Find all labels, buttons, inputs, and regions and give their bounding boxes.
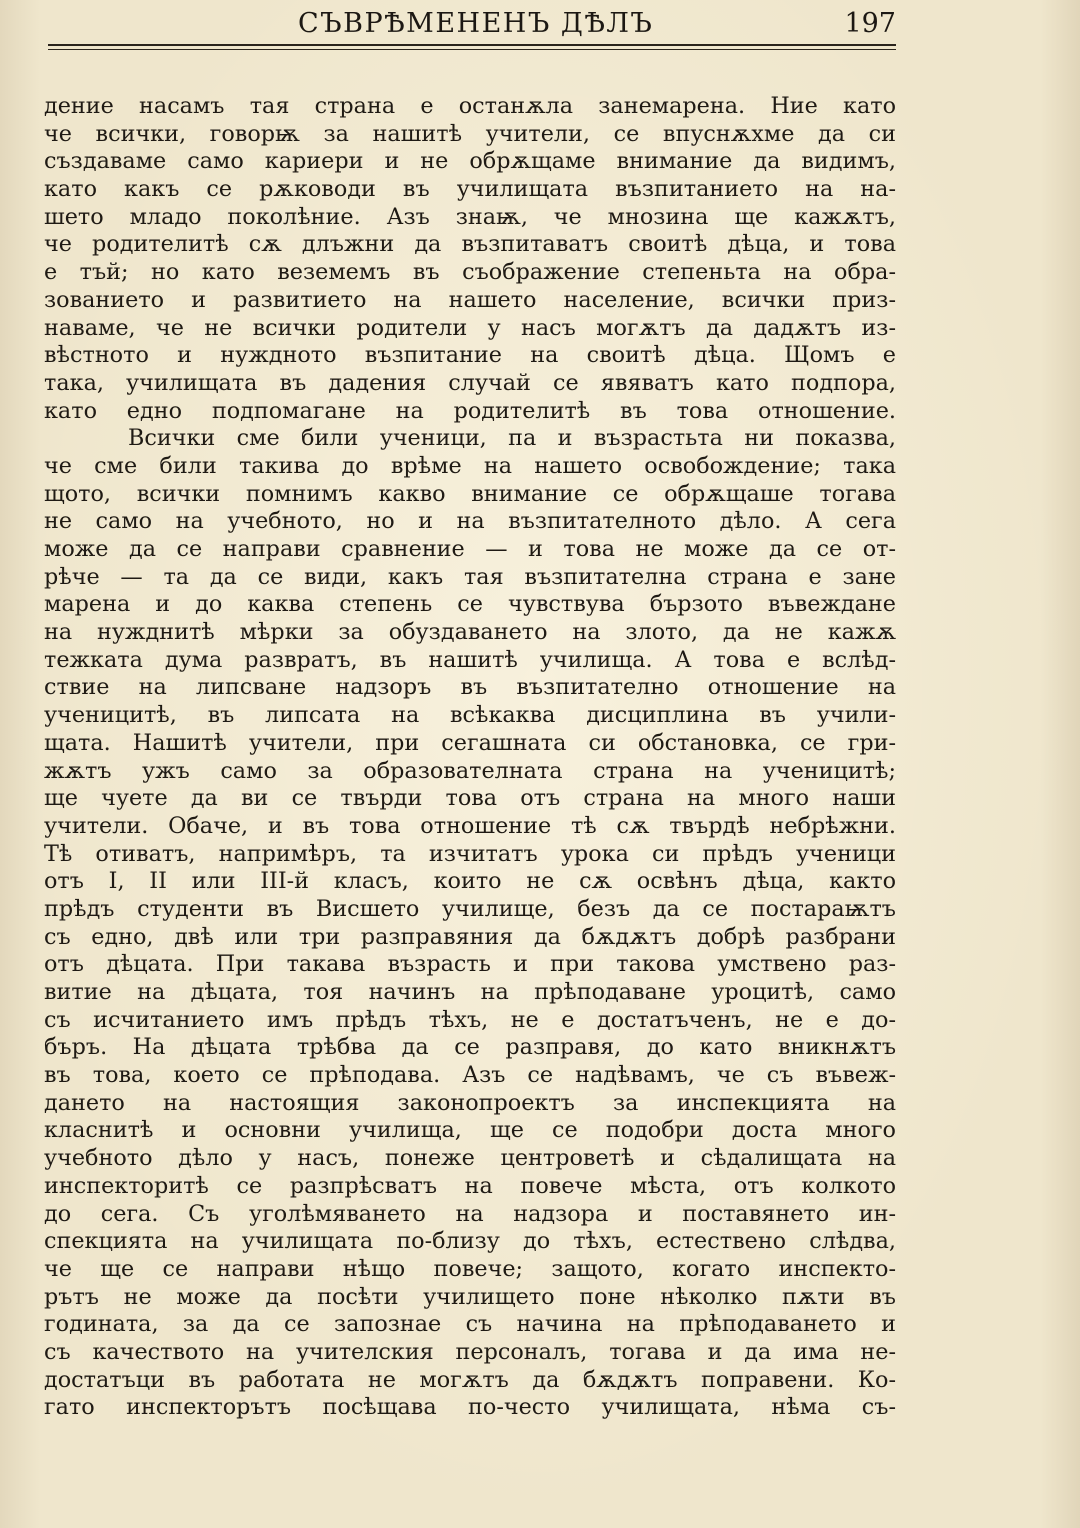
text-line: инспекторитѣ се разпрѣсватъ на повече мѣста, отъ колкото	[44, 1172, 896, 1199]
section-title: СЪВРѢМЕНЕНЪ ДѢЛЪ	[298, 8, 654, 39]
text-line: Тѣ отиватъ, напримѣръ, та изчитатъ урока си прѣдъ ученици	[44, 840, 896, 867]
text-line: че ще се направи нѣщо повече; защото, когато инспекто-	[44, 1255, 896, 1282]
text-line: наваме, че не всички родители у насъ могѫтъ да дадѫтъ из-	[44, 314, 896, 341]
text-line: така, училищата въ дадения случай се явяватъ като подпора,	[44, 369, 896, 396]
text-line: дение насамъ тая страна е останѫла занемарена. Ние като	[44, 93, 896, 119]
text-line: ученицитѣ, въ липсата на всѣкаква дисциплина въ учили-	[44, 702, 896, 729]
text-line: годината, за да се запознае съ начина на прѣподаването и	[44, 1311, 896, 1338]
body-text	[44, 93, 896, 1422]
text-line: учители. Обаче, и въ това отношение тѣ сѫ твърдѣ небрѣжни.	[44, 812, 896, 839]
page-number: 197	[844, 8, 896, 39]
text-line: шето младо поколѣние. Азъ знаѭ, че мнозина ще кажѫтъ,	[44, 203, 896, 230]
text-line: съ едно, двѣ или три разправяния да бѫдѫтъ добрѣ разбрани	[44, 923, 896, 950]
paragraph-first-line: Всички сме били ученици, па и възрастьта ни показва,	[128, 425, 896, 452]
text-line: рътъ не може да посѣти училището поне нѣколко пѫти въ	[44, 1283, 896, 1310]
text-line: отъ I, II или III-й класъ, които не сѫ освѣнъ дѣца, както	[44, 868, 896, 895]
text-line: дането на настоящия законопроектъ за инспекцията на	[44, 1089, 896, 1116]
text-line: тежката дума развратъ, въ нашитѣ училища. А това е вслѣд-	[44, 646, 896, 673]
text-line: спекцията на училищата по-близу до тѣхъ, естествено слѣдва,	[44, 1228, 896, 1255]
text-line: щата. Нашитѣ учители, при сегашната си обстановка, се гри-	[44, 729, 896, 756]
text-line: прѣдъ студенти въ Висшето училище, безъ да се постараѭтъ	[44, 895, 896, 922]
text-line: ще чуете да ви се твърди това отъ страна на много наши	[44, 785, 896, 812]
text-line: на нужднитѣ мѣрки за обуздаването на злото, да не кажѫ	[44, 619, 896, 646]
header-rule	[48, 44, 896, 50]
text-line: създаваме само кариери и не обрѫщаме внимание да видимъ,	[44, 148, 896, 175]
text-line: марена и до каква степень се чувствува бързото въвеждане	[44, 591, 896, 618]
text-line: класнитѣ и основни училища, ще се подобри доста много	[44, 1117, 896, 1144]
text-line: щото, всички помнимъ какво внимание се обрѫщаше тогава	[44, 480, 896, 507]
text-line: не само на учебното, но и на възпитателното дѣло. А сега	[44, 508, 896, 535]
text-line: е тъй; но като веземемъ въ съображение степеньта на обра-	[44, 259, 896, 286]
text-line: че родителитѣ сѫ длъжни да възпитаватъ своитѣ дѣца, и това	[44, 231, 896, 258]
text-line: вѣстното и нуждното възпитание на своитѣ дѣца. Щомъ е	[44, 342, 896, 369]
text-line: че сме били такива до врѣме на нашето освобождение; така	[44, 452, 896, 479]
text-line: съ качеството на учителския персоналъ, тогава и да има не-	[44, 1338, 896, 1365]
text-line: гато инспекторътъ посѣщава по-често училищата, нѣма съ-	[44, 1394, 896, 1421]
text-line: въ това, което се прѣподава. Азъ се надѣвамъ, че съ въвеж-	[44, 1062, 896, 1089]
text-line: до сега. Съ уголѣмяването на надзора и поставянето ин-	[44, 1200, 896, 1227]
text-line: достатъци въ работата не могѫтъ да бѫдѫтъ поправени. Ко-	[44, 1366, 896, 1393]
running-header	[46, 4, 896, 44]
text-line: витие на дѣцата, тоя начинъ на прѣподаване уроцитѣ, само	[44, 979, 896, 1005]
text-line: зованието и развитието на нашето население, всички приз-	[44, 286, 896, 313]
text-line: като едно подпомагане на родителитѣ въ това отношение.	[44, 397, 896, 424]
text-line: ствие на липсване надзоръ въ възпитателно отношение на	[44, 674, 896, 701]
text-line: като какъ се рѫководи въ училищата възпитанието на на-	[44, 176, 896, 203]
text-line: жѫтъ ужъ само за образователната страна на ученицитѣ;	[44, 757, 896, 784]
text-line: учебното дѣло у насъ, понеже центроветѣ и сѣдалищата на	[44, 1145, 896, 1172]
text-line: бъръ. На дѣцата трѣбва да се разправя, до като вникнѫтъ	[44, 1034, 896, 1061]
text-line: съ исчитанието имъ прѣдъ тѣхъ, не е достатъченъ, не е до-	[44, 1006, 896, 1033]
text-line: рѣче — та да се види, какъ тая възпитателна страна е зане	[44, 563, 896, 590]
text-line: отъ дѣцата. При такава възрасть и при такова умствено раз-	[44, 951, 896, 978]
text-line: че всички, говорѭ за нашитѣ учители, се впуснѫхме да си	[44, 120, 896, 147]
text-line: може да се направи сравнение — и това не може да се от-	[44, 536, 896, 562]
